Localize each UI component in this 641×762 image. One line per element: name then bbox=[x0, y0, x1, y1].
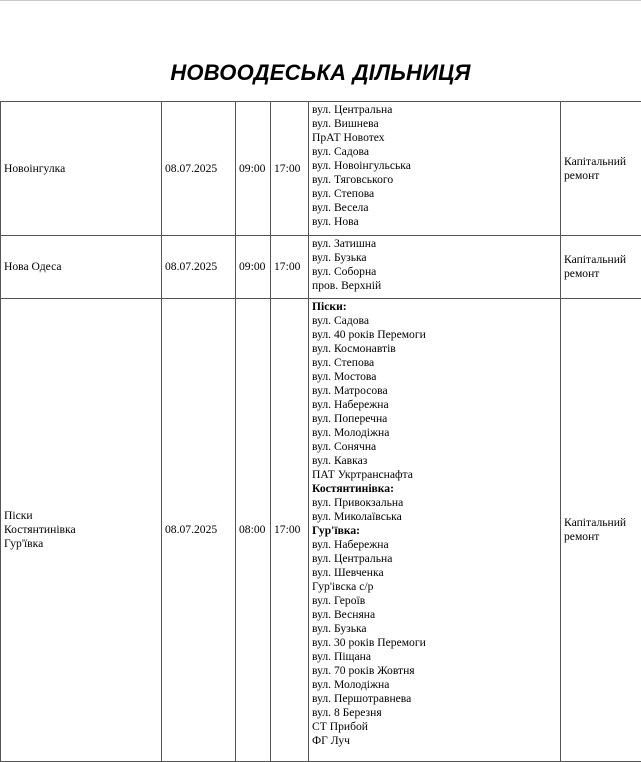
street-item: вул. Шевченка bbox=[312, 566, 558, 580]
start-time-cell: 09:00 bbox=[236, 236, 271, 299]
settlement-cell bbox=[1, 236, 162, 299]
date-cell: 08.07.2025 bbox=[162, 236, 236, 299]
end-time-cell: 17:00 bbox=[271, 299, 309, 762]
page-top-rule bbox=[0, 0, 641, 1]
settlement-name: Костянтинівка bbox=[4, 523, 159, 537]
street-item: вул. Поперечна bbox=[312, 412, 558, 426]
settlement-name: Піски bbox=[4, 509, 159, 523]
street-item: вул. Космонавтів bbox=[312, 342, 558, 356]
street-item: ФГ Луч bbox=[312, 734, 558, 748]
table-body bbox=[1, 102, 641, 762]
street-item: вул. Центральна bbox=[312, 103, 558, 117]
street-item: вул. 40 років Перемоги bbox=[312, 328, 558, 342]
locality-heading: Костянтинівка: bbox=[312, 482, 558, 496]
locality-heading: Піски: bbox=[312, 300, 558, 314]
locality-heading: Гур'ївка: bbox=[312, 524, 558, 538]
street-item: СТ Прибой bbox=[312, 720, 558, 734]
street-item: вул. Садова bbox=[312, 314, 558, 328]
street-item: вул. Першотравнева bbox=[312, 692, 558, 706]
street-item: вул. Молодіжна bbox=[312, 678, 558, 692]
street-item: пров. Верхній bbox=[312, 279, 558, 293]
reason-cell bbox=[561, 102, 641, 236]
reason-text: Капітальний bbox=[564, 253, 639, 267]
street-item: вул. Центральна bbox=[312, 552, 558, 566]
street-item: ПАТ Укртранснафта bbox=[312, 468, 558, 482]
street-item: вул. Степова bbox=[312, 356, 558, 370]
reason-text: Капітальний bbox=[564, 516, 639, 530]
streets-cell bbox=[309, 299, 561, 762]
reason-text: ремонт bbox=[564, 169, 639, 183]
street-item: вул. Тяговського bbox=[312, 173, 558, 187]
street-item: вул. Садова bbox=[312, 145, 558, 159]
street-item: вул. Привокзальна bbox=[312, 496, 558, 510]
street-item: Гур'івска с/р bbox=[312, 580, 558, 594]
street-item: вул. Вишнева bbox=[312, 117, 558, 131]
reason-text: ремонт bbox=[564, 267, 639, 281]
settlement-name: Новоінгулка bbox=[4, 162, 159, 176]
street-item: вул. Соборна bbox=[312, 265, 558, 279]
date-cell: 08.07.2025 bbox=[162, 102, 236, 236]
street-item: вул. Весняна bbox=[312, 608, 558, 622]
reason-cell bbox=[561, 236, 641, 299]
table-row bbox=[1, 102, 641, 236]
outage-schedule-table bbox=[0, 101, 641, 762]
settlement-name: Гур'ївка bbox=[4, 537, 159, 551]
street-item: вул. Степова bbox=[312, 187, 558, 201]
reason-text: Капітальний bbox=[564, 155, 639, 169]
street-item: вул. Набережна bbox=[312, 398, 558, 412]
street-item: вул. 8 Березня bbox=[312, 706, 558, 720]
street-item: ПрАТ Новотех bbox=[312, 131, 558, 145]
street-item: вул. Піщана bbox=[312, 650, 558, 664]
street-item: вул. Молодіжна bbox=[312, 426, 558, 440]
street-item: вул. Сонячна bbox=[312, 440, 558, 454]
start-time-cell: 09:00 bbox=[236, 102, 271, 236]
street-item: вул. Мостова bbox=[312, 370, 558, 384]
date-cell: 08.07.2025 bbox=[162, 299, 236, 762]
street-item: вул. Набережна bbox=[312, 538, 558, 552]
reason-cell bbox=[561, 299, 641, 762]
reason-text: ремонт bbox=[564, 530, 639, 544]
settlement-cell bbox=[1, 299, 162, 762]
streets-cell bbox=[309, 102, 561, 236]
street-item: вул. Весела bbox=[312, 201, 558, 215]
street-item: вул. Нова bbox=[312, 215, 558, 229]
settlement-name: Нова Одеса bbox=[4, 260, 159, 274]
street-item: вул. Героїв bbox=[312, 594, 558, 608]
street-item: вул. 30 років Перемоги bbox=[312, 636, 558, 650]
table-row bbox=[1, 236, 641, 299]
table-row bbox=[1, 299, 641, 762]
streets-cell bbox=[309, 236, 561, 299]
street-item: вул. Бузька bbox=[312, 251, 558, 265]
street-item: вул. Миколаївська bbox=[312, 510, 558, 524]
end-time-cell: 17:00 bbox=[271, 236, 309, 299]
settlement-cell bbox=[1, 102, 162, 236]
street-item: вул. Новоінгульська bbox=[312, 159, 558, 173]
street-item: вул. Затишна bbox=[312, 237, 558, 251]
street-item: вул. Бузька bbox=[312, 622, 558, 636]
street-item: вул. Матросова bbox=[312, 384, 558, 398]
street-item: вул. Кавказ bbox=[312, 454, 558, 468]
street-item: вул. 70 років Жовтня bbox=[312, 664, 558, 678]
start-time-cell: 08:00 bbox=[236, 299, 271, 762]
end-time-cell: 17:00 bbox=[271, 102, 309, 236]
page-title: НОВООДЕСЬКА ДІЛЬНИЦЯ bbox=[0, 58, 641, 88]
